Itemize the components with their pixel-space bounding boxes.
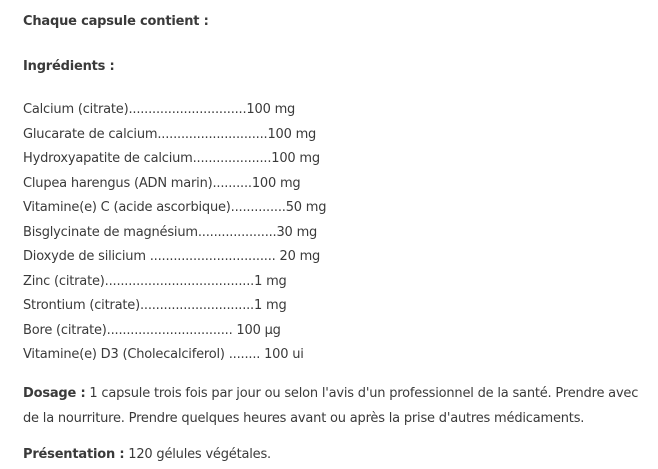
dosage-text: 1 capsule trois fois par jour ou selon l'avis d'un professionnel de la santé. Prendre avec de la nourriture. Prendre quelques heures avant ou après la prise d'autres médicaments. [23,385,639,426]
ingredients-list [23,98,658,368]
ingredient-item: Vitamine(e) D3 (Cholecalciferol) ........ 100 ui [23,347,304,362]
ingredient-item: Bisglycinate de magnésium....................30 mg [23,224,318,240]
capsule-contents-heading: Chaque capsule contient : [23,14,209,29]
ingredient-item: Vitamine(e) C (acide ascorbique)..............50 mg [23,200,327,215]
ingredient-item: Dioxyde de silicium ................................ 20 mg [23,249,321,264]
ingredient-item: Hydroxyapatite de calcium....................100 mg [23,151,320,166]
dosage-label: Dosage : [23,385,86,401]
ingredient-item: Clupea harengus (ADN marin)..........100 mg [23,175,301,191]
ingredient-item: Strontium (citrate).............................1 mg [23,298,287,313]
ingredient-item: Bore (citrate)................................ 100 µg [23,322,281,338]
ingredients-heading: Ingrédients : [23,59,115,74]
ingredient-item: Calcium (citrate)..............................100 mg [23,102,296,117]
ingredient-item: Zinc (citrate)......................................1 mg [23,273,287,289]
presentation-paragraph [23,442,648,467]
presentation-text: 120 gélules végétales. [124,446,271,462]
dosage-paragraph [23,381,648,431]
presentation-label: Présentation : [23,446,125,462]
ingredient-item: Glucarate de calcium............................100 mg [23,126,317,142]
